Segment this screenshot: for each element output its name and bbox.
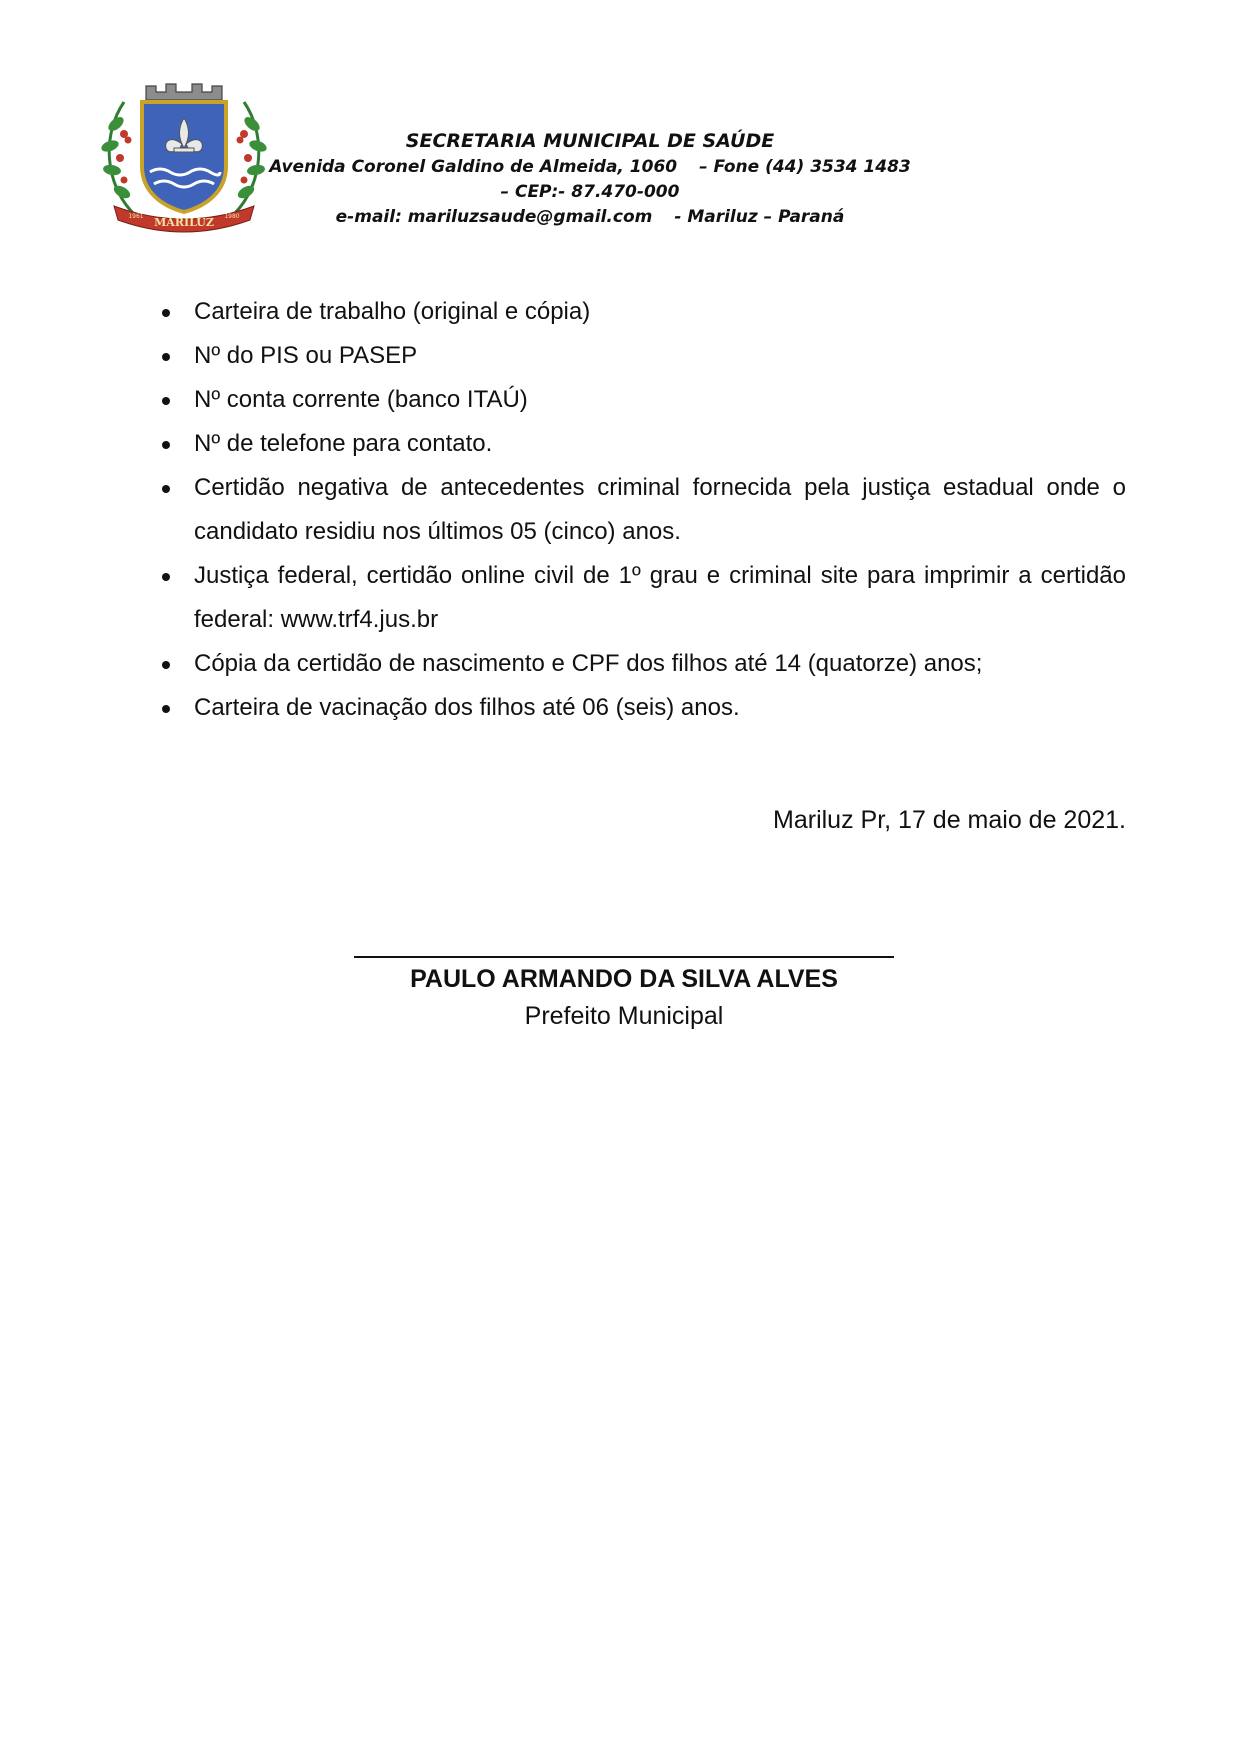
municipal-crest-logo: [94, 74, 274, 234]
requirements-list: [156, 290, 1126, 730]
signature-line: [354, 956, 894, 958]
email: e-mail: mariluzsaude@gmail.com: [335, 207, 653, 227]
list-item: Cópia da certidão de nascimento e CPF dos filhos até 14 (quatorze) anos;: [156, 642, 1126, 686]
bullet-icon: [162, 705, 170, 713]
date-line: Mariluz Pr, 17 de maio de 2021.: [773, 806, 1126, 834]
contact-line: [250, 205, 930, 230]
bullet-icon: [162, 441, 170, 449]
signer-role: Prefeito Municipal: [524, 1002, 724, 1030]
bullet-icon: [162, 353, 170, 361]
list-item: Carteira de trabalho (original e cópia): [156, 290, 1126, 334]
letterhead: [250, 128, 930, 230]
department-title: SECRETARIA MUNICIPAL DE SAÚDE: [405, 130, 775, 152]
bullet-icon: [162, 397, 170, 405]
bullet-icon: [162, 661, 170, 669]
city: - Mariluz – Paraná: [674, 207, 845, 227]
bullet-icon: [162, 573, 170, 581]
list-item: Nº de telefone para contato.: [156, 422, 1126, 466]
list-item: Carteira de vacinação dos filhos até 06 (seis) anos.: [156, 686, 1126, 730]
list-item: Nº do PIS ou PASEP: [156, 334, 1126, 378]
bullet-icon: [162, 485, 170, 493]
phone: – Fone (44) 3534 1483: [699, 157, 911, 177]
bullet-icon: [162, 309, 170, 317]
svg-text:MARILUZ: MARILUZ: [154, 216, 214, 229]
address-line: [250, 155, 930, 180]
list-item: Justiça federal, certidão online civil de 1º grau e criminal site para imprimir a certidão federal: www.trf4.jus.br: [156, 554, 1126, 642]
svg-text:1980: 1980: [224, 213, 240, 220]
list-item: Certidão negativa de antecedentes criminal fornecida pela justiça estadual onde o candidato residiu nos últimos 05 (cinco) anos.: [156, 466, 1126, 554]
cep: – CEP:- 87.470-000: [500, 182, 680, 202]
address: Avenida Coronel Galdino de Almeida, 1060: [269, 157, 678, 177]
signer-name: PAULO ARMANDO DA SILVA ALVES: [410, 965, 838, 993]
svg-text:1961: 1961: [128, 213, 144, 220]
list-item: Nº conta corrente (banco ITAÚ): [156, 378, 1126, 422]
